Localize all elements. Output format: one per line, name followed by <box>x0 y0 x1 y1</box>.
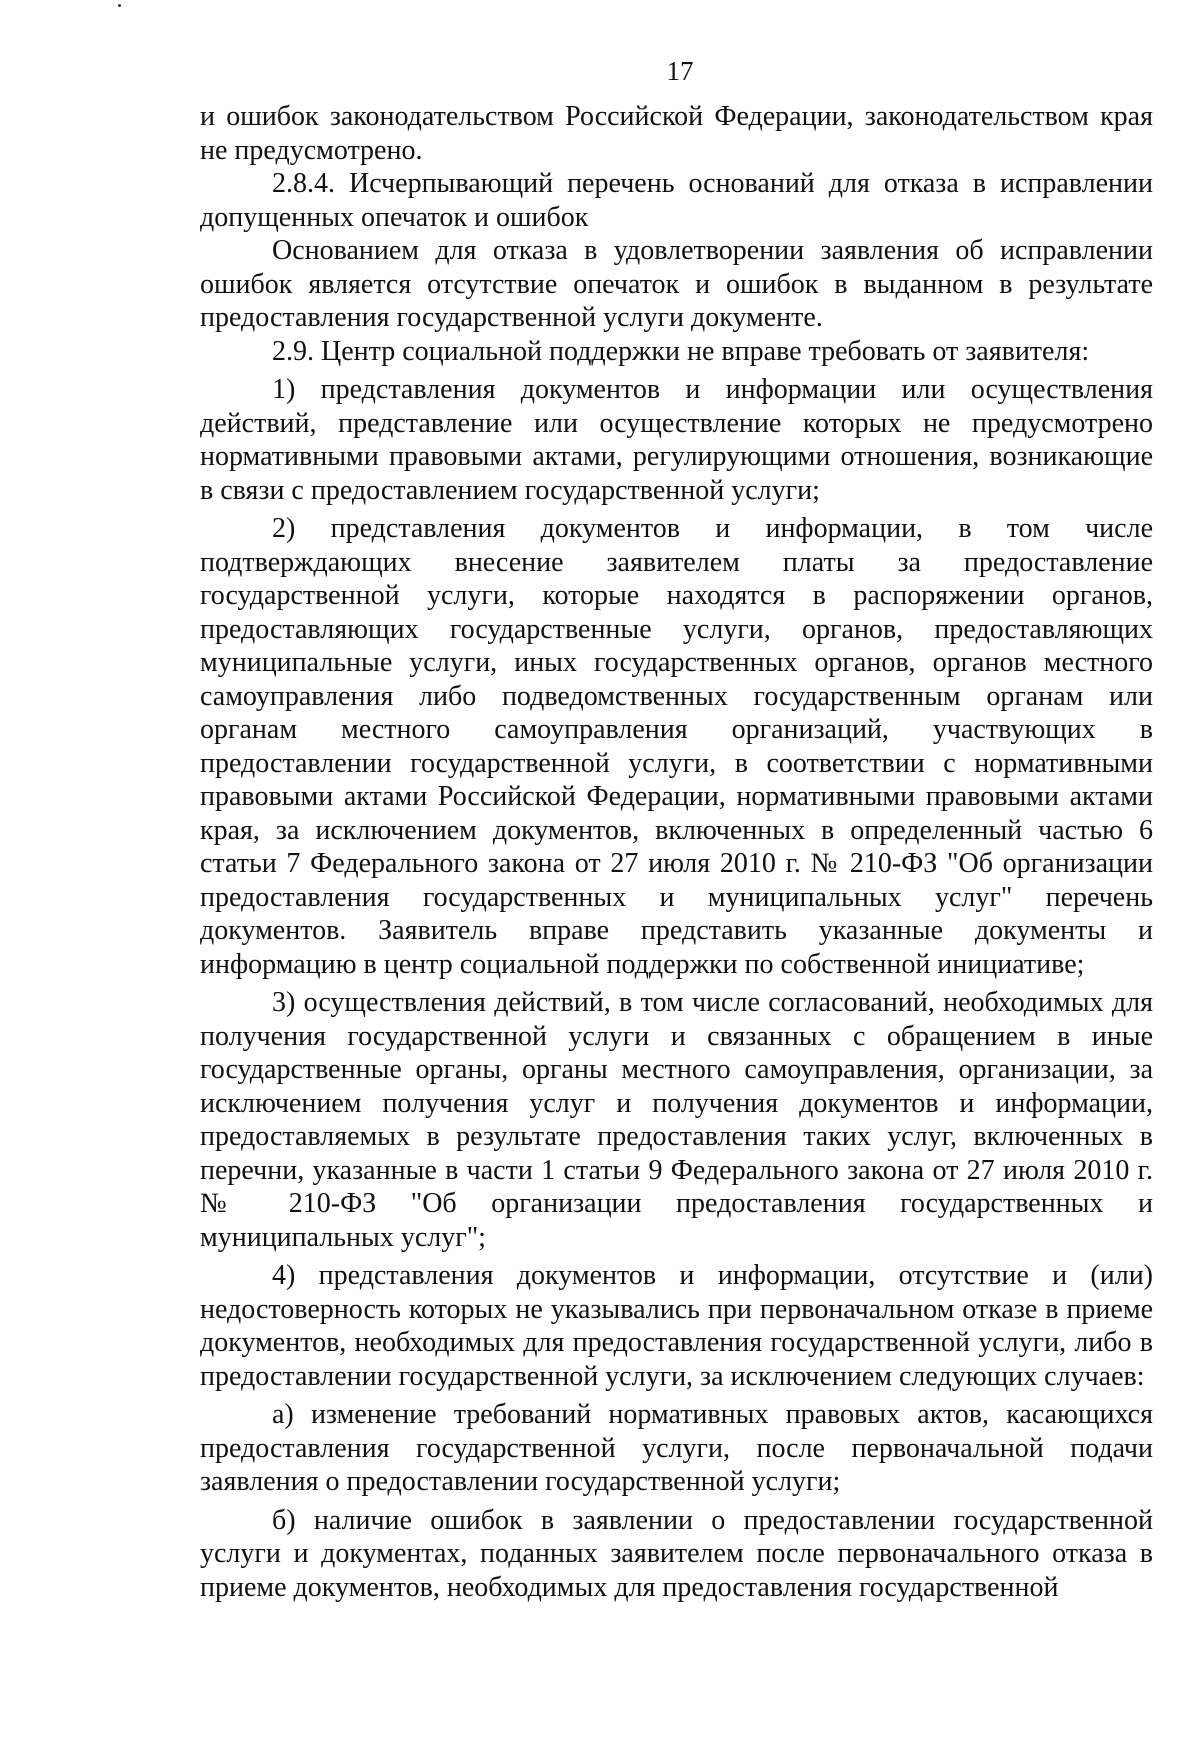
list-item-1: 1) представления документов и информации или осуществления действий, представление или осуществление которых не предусмотрено нормативными правовыми актами, регулирующими отношения, возникающие в связи с предоставлением государственной услуги; <box>200 374 1153 506</box>
list-item-4: 4) представления документов и информации, отсутствие и (или) недостоверность которых не указывались при первоначальном отказе в приеме документов, необходимых для предоставления государственной услуги, либо в предоставлении государственной услуги, за исключением следующих случаев: <box>200 1260 1153 1392</box>
sub-item-b: б) наличие ошибок в заявлении о предоставлении государственной услуги и документах, поданных заявителем после первоначального отказа в приеме документов, необходимых для предоставления государственной <box>200 1504 1153 1603</box>
document-body <box>200 100 1153 1604</box>
list-item-2: 2) представления документов и информации, в том числе подтверждающих внесение заявителем платы за предоставление государственной услуги, которые находятся в распоряжении органов, предоставляющих государственные услуги, органов, предоставляющих муниципальные услуги, иных государственных органов, органов местного самоуправления либо подведомственных государственным органам или органам местного самоуправления организаций, участвующих в предоставлении государственной услуги, в соответствии с нормативными правовыми актами Российской Федерации, нормативными правовыми актами края, за исключением документов, включенных в определенный частью 6 статьи 7 Федерального закона от 27 июля 2010 г. № 210-ФЗ "Об организации предоставления государственных и муниципальных услуг" перечень документов. Заявитель вправе представить указанные документы и информацию в центр социальной поддержки по собственной инициативе; <box>200 513 1153 980</box>
list-item-3: 3) осуществления действий, в том числе согласований, необходимых для получения государственной услуги и связанных с обращением в иные государственные органы, органы местного самоуправления, организации, за исключением получения услуг и получения документов и информации, предоставляемых в результате предоставления таких услуг, включенных в перечни, указанные в части 1 статьи 9 Федерального закона от 27 июля 2010 г. № 210-ФЗ "Об организации предоставления государственных и муниципальных услуг"; <box>200 987 1153 1253</box>
page-number: 17 <box>666 56 694 86</box>
paragraph-continuation: и ошибок законодательством Российской Федерации, законодательством края не предусмотрено. <box>200 101 1153 166</box>
paragraph-2-9-heading: 2.9. Центр социальной поддержки не вправе требовать от заявителя: <box>272 335 1090 367</box>
scan-artifact-dot <box>118 4 121 7</box>
sub-item-a: а) изменение требований нормативных правовых актов, касающихся предоставления государственной услуги, после первоначальной подачи заявления о предоставлении государственной услуги; <box>200 1399 1153 1497</box>
paragraph-refusal-basis: Основанием для отказа в удовлетворении заявления об исправлении ошибок является отсутствие опечаток и ошибок в выданном в результате предоставления государственной услуги документе. <box>200 235 1153 333</box>
paragraph-2-8-4-heading: 2.8.4. Исчерпывающий перечень оснований для отказа в исправлении допущенных опечаток и ошибок <box>200 168 1153 233</box>
